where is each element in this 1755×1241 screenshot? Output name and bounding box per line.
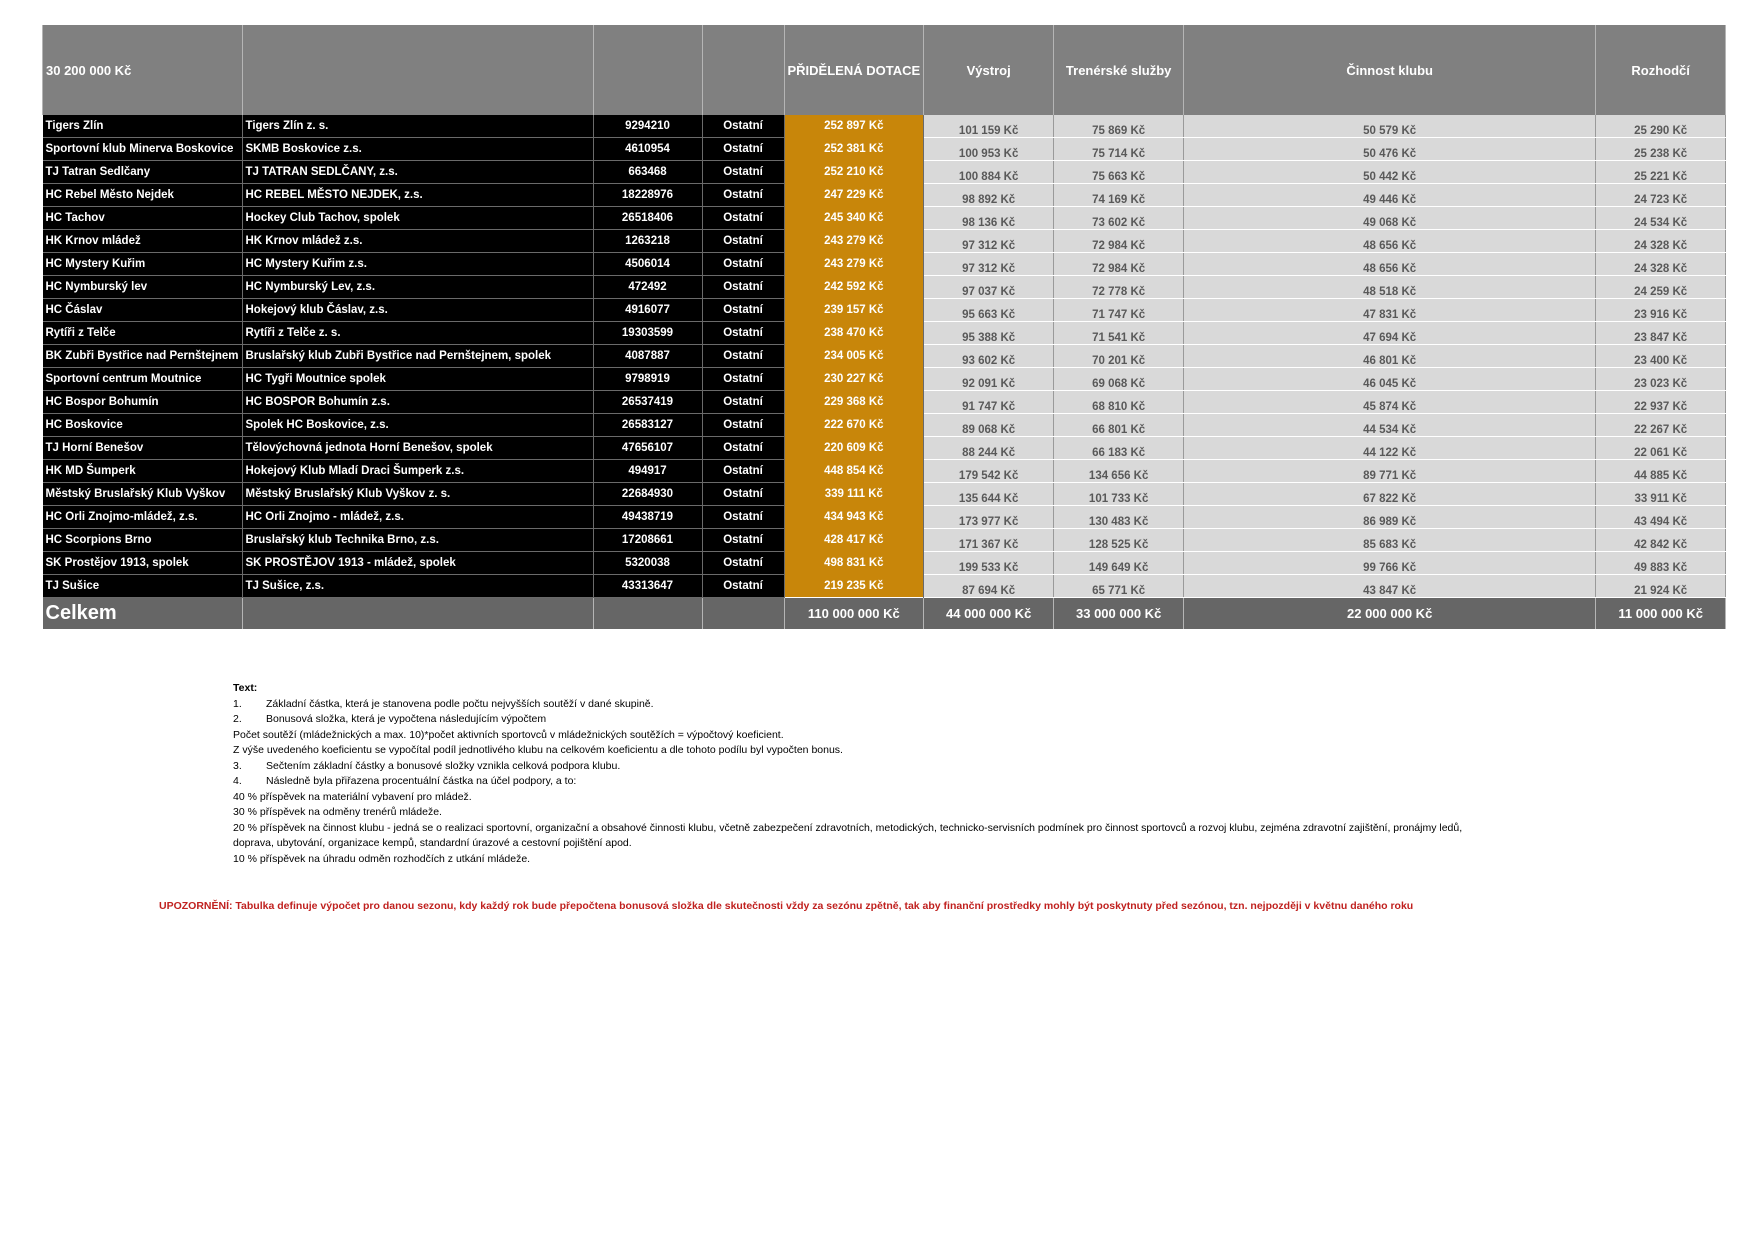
organization-cell: TJ Sušice, z.s. (242, 575, 593, 598)
cinnost-cell: 46 801 Kč (1184, 345, 1596, 368)
rozhodci-cell: 21 924 Kč (1596, 575, 1726, 598)
note-text: Z výše uvedeného koeficientu se vypočítal podíl jednotlivého klubu na celkovém koeficientu a dle tohoto podílu byl vypočten bonus. (233, 744, 843, 756)
vystroj-cell: 98 136 Kč (924, 207, 1054, 230)
table-row (43, 437, 1726, 460)
club-name-cell: HC Nymburský lev (43, 276, 243, 299)
organization-cell: Spolek HC Boskovice, z.s. (242, 414, 593, 437)
dotace-cell: 220 609 Kč (784, 437, 924, 460)
club-name-cell: Sportovní klub Minerva Boskovice (43, 138, 243, 161)
empty-header (702, 25, 784, 115)
cinnost-cell: 44 122 Kč (1184, 437, 1596, 460)
ico-cell: 43313647 (593, 575, 702, 598)
group-cell: Ostatní (702, 138, 784, 161)
group-cell: Ostatní (702, 299, 784, 322)
group-cell: Ostatní (702, 391, 784, 414)
note-text: Sečtením základní částky a bonusové složky vznikla celková podpora klubu. (266, 759, 621, 772)
vystroj-cell: 87 694 Kč (924, 575, 1054, 598)
vystroj-cell: 135 644 Kč (924, 483, 1054, 506)
group-cell: Ostatní (702, 161, 784, 184)
trener-cell: 75 663 Kč (1054, 161, 1184, 184)
trener-cell: 72 778 Kč (1054, 276, 1184, 299)
group-cell: Ostatní (702, 253, 784, 276)
trener-cell: 130 483 Kč (1054, 506, 1184, 529)
cinnost-cell: 43 847 Kč (1184, 575, 1596, 598)
note-number: 2. (233, 713, 242, 725)
ico-cell: 26537419 (593, 391, 702, 414)
trener-header: Trenérské služby (1054, 25, 1184, 115)
table-row (43, 368, 1726, 391)
note-text: 30 % příspěvek na odměny trenérů mládeže. (233, 806, 442, 818)
club-name-cell: Tigers Zlín (43, 115, 243, 138)
total-budget-header: 30 200 000 Kč (43, 25, 243, 115)
ico-cell: 472492 (593, 276, 702, 299)
dotace-cell: 498 831 Kč (784, 552, 924, 575)
rozhodci-cell: 44 885 Kč (1596, 460, 1726, 483)
ico-cell: 494917 (593, 460, 702, 483)
table-row (43, 253, 1726, 276)
trener-cell: 70 201 Kč (1054, 345, 1184, 368)
ico-cell: 9798919 (593, 368, 702, 391)
vystroj-cell: 97 037 Kč (924, 276, 1054, 299)
dotace-cell: 219 235 Kč (784, 575, 924, 598)
group-cell: Ostatní (702, 207, 784, 230)
dotace-cell: 339 111 Kč (784, 483, 924, 506)
trener-cell: 73 602 Kč (1054, 207, 1184, 230)
group-cell: Ostatní (702, 575, 784, 598)
trener-cell: 75 869 Kč (1054, 115, 1184, 138)
cinnost-cell: 99 766 Kč (1184, 552, 1596, 575)
trener-cell: 149 649 Kč (1054, 552, 1184, 575)
vystroj-cell: 101 159 Kč (924, 115, 1054, 138)
group-cell: Ostatní (702, 322, 784, 345)
table-row (43, 230, 1726, 253)
table-row (43, 529, 1726, 552)
dotace-cell: 252 897 Kč (784, 115, 924, 138)
dotace-cell: 243 279 Kč (784, 230, 924, 253)
rozhodci-cell: 49 883 Kč (1596, 552, 1726, 575)
group-cell: Ostatní (702, 506, 784, 529)
vystroj-cell: 95 388 Kč (924, 322, 1054, 345)
rozhodci-cell: 24 534 Kč (1596, 207, 1726, 230)
ico-cell: 19303599 (593, 322, 702, 345)
ico-cell: 17208661 (593, 529, 702, 552)
note-line (233, 790, 1462, 806)
club-name-cell: Rytíři z Telče (43, 322, 243, 345)
header-row (43, 25, 1726, 115)
vystroj-cell: 179 542 Kč (924, 460, 1054, 483)
note-number: 4. (233, 775, 242, 787)
dotace-cell: 229 368 Kč (784, 391, 924, 414)
organization-cell: TJ TATRAN SEDLČANY, z.s. (242, 161, 593, 184)
trener-cell: 66 801 Kč (1054, 414, 1184, 437)
rozhodci-cell: 42 842 Kč (1596, 529, 1726, 552)
organization-cell: Hokejový klub Čáslav, z.s. (242, 299, 593, 322)
dotace-cell: 238 470 Kč (784, 322, 924, 345)
group-cell: Ostatní (702, 529, 784, 552)
table-row (43, 506, 1726, 529)
total-dotace: 110 000 000 Kč (784, 598, 924, 630)
organization-cell: HK Krnov mládež z.s. (242, 230, 593, 253)
ico-cell: 4916077 (593, 299, 702, 322)
rozhodci-cell: 22 937 Kč (1596, 391, 1726, 414)
cinnost-cell: 45 874 Kč (1184, 391, 1596, 414)
trener-cell: 68 810 Kč (1054, 391, 1184, 414)
table-row (43, 414, 1726, 437)
table-row (43, 345, 1726, 368)
rozhodci-cell: 22 061 Kč (1596, 437, 1726, 460)
club-name-cell: HC Orli Znojmo-mládež, z.s. (43, 506, 243, 529)
ico-cell: 49438719 (593, 506, 702, 529)
group-cell: Ostatní (702, 345, 784, 368)
total-empty (593, 598, 702, 630)
note-line (233, 836, 1462, 852)
trener-cell: 128 525 Kč (1054, 529, 1184, 552)
club-name-cell: HC Tachov (43, 207, 243, 230)
cinnost-cell: 50 442 Kč (1184, 161, 1596, 184)
total-empty (242, 598, 593, 630)
dotace-cell: 448 854 Kč (784, 460, 924, 483)
organization-cell: Hokejový Klub Mladí Draci Šumperk z.s. (242, 460, 593, 483)
trener-cell: 72 984 Kč (1054, 253, 1184, 276)
vystroj-cell: 98 892 Kč (924, 184, 1054, 207)
organization-cell: HC BOSPOR Bohumín z.s. (242, 391, 593, 414)
trener-cell: 101 733 Kč (1054, 483, 1184, 506)
note-number: 3. (233, 759, 242, 772)
total-row (43, 598, 1726, 630)
vystroj-cell: 92 091 Kč (924, 368, 1054, 391)
trener-cell: 71 541 Kč (1054, 322, 1184, 345)
cinnost-cell: 49 446 Kč (1184, 184, 1596, 207)
vystroj-cell: 95 663 Kč (924, 299, 1054, 322)
organization-cell: Tigers Zlín z. s. (242, 115, 593, 138)
dotace-cell: 234 005 Kč (784, 345, 924, 368)
note-line (233, 821, 1462, 837)
note-text: Počet soutěží (mládežnických a max. 10)*počet aktivních sportovců v mládežnických soutěžích = výpočtový koeficient. (233, 728, 784, 741)
total-cinnost: 22 000 000 Kč (1184, 598, 1596, 630)
ico-cell: 4087887 (593, 345, 702, 368)
dotace-cell: 242 592 Kč (784, 276, 924, 299)
vystroj-cell: 100 884 Kč (924, 161, 1054, 184)
cinnost-cell: 47 831 Kč (1184, 299, 1596, 322)
dotace-cell: 243 279 Kč (784, 253, 924, 276)
note-line (233, 743, 1462, 759)
club-name-cell: Městský Bruslařský Klub Vyškov (43, 483, 243, 506)
empty-header (593, 25, 702, 115)
trener-cell: 74 169 Kč (1054, 184, 1184, 207)
cinnost-cell: 85 683 Kč (1184, 529, 1596, 552)
note-line (233, 774, 1462, 790)
rozhodci-cell: 22 267 Kč (1596, 414, 1726, 437)
vystroj-cell: 173 977 Kč (924, 506, 1054, 529)
note-line (233, 712, 1462, 728)
rozhodci-cell: 23 400 Kč (1596, 345, 1726, 368)
notes-block (233, 681, 1462, 867)
club-name-cell: HC Bospor Bohumín (43, 391, 243, 414)
dotace-cell: 252 381 Kč (784, 138, 924, 161)
group-cell: Ostatní (702, 483, 784, 506)
trener-cell: 134 656 Kč (1054, 460, 1184, 483)
rozhodci-cell: 24 328 Kč (1596, 253, 1726, 276)
ico-cell: 1263218 (593, 230, 702, 253)
group-cell: Ostatní (702, 437, 784, 460)
dotace-header: PŘIDĚLENÁ DOTACE (784, 25, 924, 115)
note-text: 20 % příspěvek na činnost klubu - jedná se o realizaci sportovní, organizační a obsahové činnosti klubu, včetně zabezpečení zdravotních, metodických, technicko-servisních podmínek pro činnost sportovců a rozvoj klubu, zejména zdravotní zajištění, pronájmy ledů, (233, 821, 1463, 834)
table-row (43, 460, 1726, 483)
dotace-cell: 239 157 Kč (784, 299, 924, 322)
cinnost-cell: 46 045 Kč (1184, 368, 1596, 391)
organization-cell: Tělovýchovná jednota Horní Benešov, spolek (242, 437, 593, 460)
note-line (233, 805, 1462, 821)
table-row (43, 391, 1726, 414)
organization-cell: HC Mystery Kuřim z.s. (242, 253, 593, 276)
ico-cell: 47656107 (593, 437, 702, 460)
dotace-cell: 245 340 Kč (784, 207, 924, 230)
note-line (233, 728, 1462, 744)
rozhodci-cell: 23 023 Kč (1596, 368, 1726, 391)
club-name-cell: HK Krnov mládež (43, 230, 243, 253)
club-name-cell: HC Scorpions Brno (43, 529, 243, 552)
total-label: Celkem (43, 598, 243, 630)
ico-cell: 4506014 (593, 253, 702, 276)
vystroj-header: Výstroj (924, 25, 1054, 115)
club-name-cell: TJ Sušice (43, 575, 243, 598)
cinnost-cell: 89 771 Kč (1184, 460, 1596, 483)
notes-title: Text: (233, 682, 258, 694)
dotace-cell: 247 229 Kč (784, 184, 924, 207)
ico-cell: 22684930 (593, 483, 702, 506)
table-row (43, 115, 1726, 138)
club-name-cell: Sportovní centrum Moutnice (43, 368, 243, 391)
trener-cell: 72 984 Kč (1054, 230, 1184, 253)
group-cell: Ostatní (702, 115, 784, 138)
group-cell: Ostatní (702, 460, 784, 483)
organization-cell: Bruslařský klub Zubři Bystřice nad Pernštejnem, spolek (242, 345, 593, 368)
rozhodci-cell: 24 723 Kč (1596, 184, 1726, 207)
club-name-cell: HC Čáslav (43, 299, 243, 322)
note-line (233, 852, 1462, 868)
table-row (43, 138, 1726, 161)
rozhodci-cell: 24 259 Kč (1596, 276, 1726, 299)
note-text: 40 % příspěvek na materiální vybavení pro mládež. (233, 790, 472, 803)
warning-text: UPOZORNĚNÍ: Tabulka definuje výpočet pro danou sezonu, kdy každý rok bude přepočtena bonusová složka dle skutečnosti vždy za sezónu zpětně, tak aby finanční prostředky mohly být poskytnuty před sezónou, tzn. nejpozději v květnu daného roku (159, 900, 1414, 912)
ico-cell: 26583127 (593, 414, 702, 437)
club-name-cell: TJ Horní Benešov (43, 437, 243, 460)
vystroj-cell: 199 533 Kč (924, 552, 1054, 575)
table-row (43, 575, 1726, 598)
organization-cell: Bruslařský klub Technika Brno, z.s. (242, 529, 593, 552)
organization-cell: HC Nymburský Lev, z.s. (242, 276, 593, 299)
rozhodci-cell: 25 221 Kč (1596, 161, 1726, 184)
cinnost-cell: 48 656 Kč (1184, 230, 1596, 253)
vystroj-cell: 100 953 Kč (924, 138, 1054, 161)
cinnost-cell: 48 518 Kč (1184, 276, 1596, 299)
table-row (43, 276, 1726, 299)
rozhodci-cell: 25 238 Kč (1596, 138, 1726, 161)
group-cell: Ostatní (702, 230, 784, 253)
allocation-table (42, 25, 1726, 629)
club-name-cell: HC Rebel Město Nejdek (43, 184, 243, 207)
group-cell: Ostatní (702, 552, 784, 575)
note-number: 1. (233, 697, 242, 710)
cinnost-cell: 50 476 Kč (1184, 138, 1596, 161)
total-empty (702, 598, 784, 630)
club-name-cell: HC Boskovice (43, 414, 243, 437)
table-row (43, 184, 1726, 207)
total-vystroj: 44 000 000 Kč (924, 598, 1054, 630)
note-text: Bonusová složka, která je vypočtena následujícím výpočtem (266, 713, 547, 725)
organization-cell: HC Tygři Moutnice spolek (242, 368, 593, 391)
rozhodci-cell: 24 328 Kč (1596, 230, 1726, 253)
cinnost-cell: 47 694 Kč (1184, 322, 1596, 345)
ico-cell: 26518406 (593, 207, 702, 230)
cinnost-cell: 50 579 Kč (1184, 115, 1596, 138)
total-trener: 33 000 000 Kč (1054, 598, 1184, 630)
group-cell: Ostatní (702, 368, 784, 391)
note-line (233, 759, 1462, 775)
organization-cell: Hockey Club Tachov, spolek (242, 207, 593, 230)
note-line (233, 697, 1462, 713)
rozhodci-header: Rozhodčí (1596, 25, 1726, 115)
cinnost-header: Činnost klubu (1184, 25, 1596, 115)
organization-cell: Městský Bruslařský Klub Vyškov z. s. (242, 483, 593, 506)
organization-cell: SK PROSTĚJOV 1913 - mládež, spolek (242, 552, 593, 575)
ico-cell: 663468 (593, 161, 702, 184)
club-name-cell: HC Mystery Kuřim (43, 253, 243, 276)
ico-cell: 4610954 (593, 138, 702, 161)
cinnost-cell: 86 989 Kč (1184, 506, 1596, 529)
vystroj-cell: 97 312 Kč (924, 230, 1054, 253)
trener-cell: 65 771 Kč (1054, 575, 1184, 598)
dotace-cell: 428 417 Kč (784, 529, 924, 552)
group-cell: Ostatní (702, 276, 784, 299)
rozhodci-cell: 33 911 Kč (1596, 483, 1726, 506)
table-row (43, 161, 1726, 184)
ico-cell: 18228976 (593, 184, 702, 207)
table-row (43, 299, 1726, 322)
dotace-cell: 230 227 Kč (784, 368, 924, 391)
trener-cell: 71 747 Kč (1054, 299, 1184, 322)
table-row (43, 207, 1726, 230)
cinnost-cell: 67 822 Kč (1184, 483, 1596, 506)
organization-cell: HC Orli Znojmo - mládež, z.s. (242, 506, 593, 529)
vystroj-cell: 89 068 Kč (924, 414, 1054, 437)
note-text: 10 % příspěvek na úhradu odměn rozhodčích z utkání mládeže. (233, 852, 531, 865)
vystroj-cell: 91 747 Kč (924, 391, 1054, 414)
group-cell: Ostatní (702, 184, 784, 207)
ico-cell: 5320038 (593, 552, 702, 575)
organization-cell: HC REBEL MĚSTO NEJDEK, z.s. (242, 184, 593, 207)
rozhodci-cell: 25 290 Kč (1596, 115, 1726, 138)
dotace-cell: 222 670 Kč (784, 414, 924, 437)
table-row (43, 322, 1726, 345)
rozhodci-cell: 23 847 Kč (1596, 322, 1726, 345)
cinnost-cell: 48 656 Kč (1184, 253, 1596, 276)
table-row (43, 552, 1726, 575)
vystroj-cell: 88 244 Kč (924, 437, 1054, 460)
vystroj-cell: 171 367 Kč (924, 529, 1054, 552)
dotace-cell: 252 210 Kč (784, 161, 924, 184)
trener-cell: 66 183 Kč (1054, 437, 1184, 460)
group-cell: Ostatní (702, 414, 784, 437)
dotace-cell: 434 943 Kč (784, 506, 924, 529)
trener-cell: 75 714 Kč (1054, 138, 1184, 161)
vystroj-cell: 97 312 Kč (924, 253, 1054, 276)
note-text: Následně byla přiřazena procentuální částka na účel podpory, a to: (266, 775, 577, 787)
vystroj-cell: 93 602 Kč (924, 345, 1054, 368)
rozhodci-cell: 23 916 Kč (1596, 299, 1726, 322)
club-name-cell: TJ Tatran Sedlčany (43, 161, 243, 184)
club-name-cell: BK Zubři Bystřice nad Pernštejnem (43, 345, 243, 368)
club-name-cell: HK MD Šumperk (43, 460, 243, 483)
ico-cell: 9294210 (593, 115, 702, 138)
table-row (43, 483, 1726, 506)
trener-cell: 69 068 Kč (1054, 368, 1184, 391)
rozhodci-cell: 43 494 Kč (1596, 506, 1726, 529)
organization-cell: Rytíři z Telče z. s. (242, 322, 593, 345)
organization-cell: SKMB Boskovice z.s. (242, 138, 593, 161)
empty-header (242, 25, 593, 115)
total-rozhodci: 11 000 000 Kč (1596, 598, 1726, 630)
cinnost-cell: 49 068 Kč (1184, 207, 1596, 230)
club-name-cell: SK Prostějov 1913, spolek (43, 552, 243, 575)
note-text: dopravа, ubytování, organizace kempů, standardní úrazové a cestovní pojištění apod. (233, 837, 632, 849)
cinnost-cell: 44 534 Kč (1184, 414, 1596, 437)
note-text: Základní částka, která je stanovena podle počtu nejvyšších soutěží v dané skupině. (266, 697, 654, 710)
